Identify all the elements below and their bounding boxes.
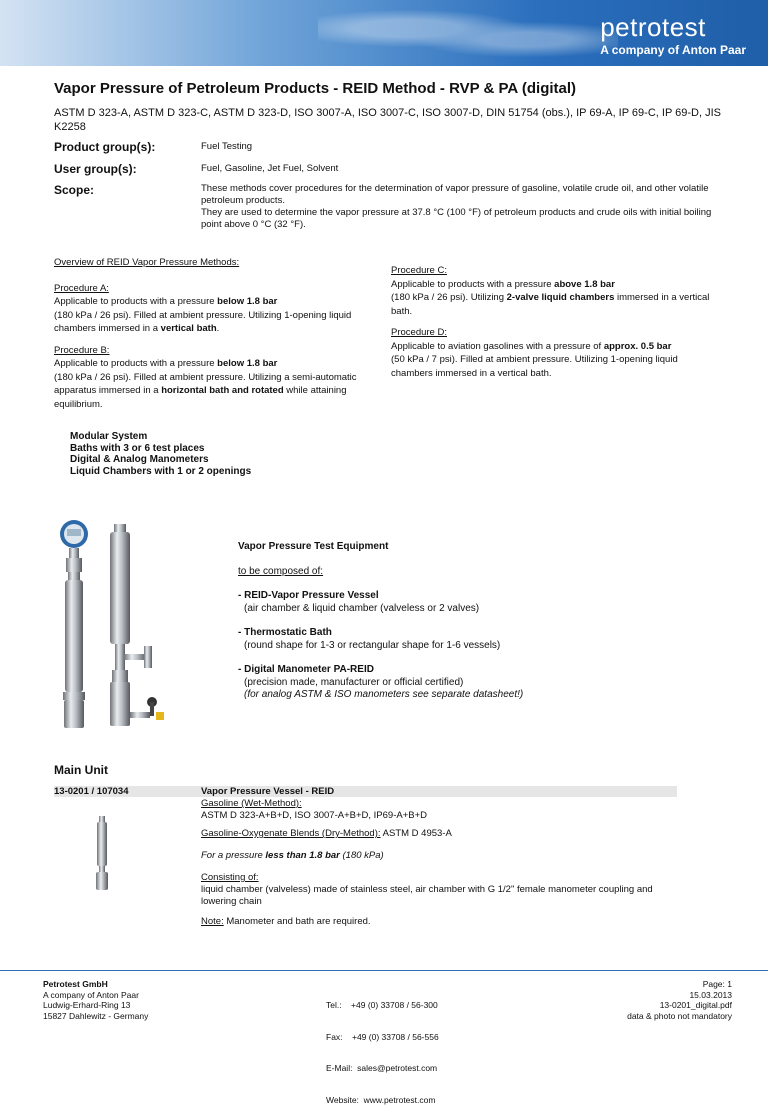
procedure-a-text: Applicable to products with a pressure below 1.8 bar (180 kPa / 26 psi). Filled at ambient pressure. Utilizing 1-opening liquid chambers immersed in a vertical bath.: [54, 296, 352, 334]
procedure-b-text: Applicable to products with a pressure below 1.8 bar (180 kPa / 26 psi). Filled at ambient pressure. Utilizing a semi-automatic apparatus immersed in a horizontal bath and rotated while attaining equilibrium.: [54, 358, 357, 410]
equipment-item-desc: (precision made, manufacturer or official certified): [244, 676, 464, 688]
footer-contact: [326, 979, 439, 1116]
vessel-photo: [92, 816, 112, 892]
footer-date: 15.03.2013: [689, 989, 732, 1000]
liquid-chamber-right: [110, 682, 130, 726]
footer-meta: [627, 979, 732, 1021]
footer-tel: Tel.: +49 (0) 33708 / 56-300: [326, 1000, 438, 1010]
user-group-label: User group(s):: [54, 162, 137, 176]
feature-item: Digital & Analog Manometers: [70, 454, 209, 465]
scope-text: [201, 183, 721, 231]
air-chamber-right: [110, 532, 130, 644]
gasoline-standards: ASTM D 323-A+B+D, ISO 3007-A+B+D, IP69-A+B+D: [201, 810, 427, 821]
equipment-title: Vapor Pressure Test Equipment: [238, 541, 389, 552]
footer-address: [43, 979, 148, 1021]
equipment-item-desc: (round shape for 1-3 or rectangular shape for 1-6 vessels): [244, 639, 501, 651]
product-group-label: Product group(s):: [54, 140, 156, 154]
brand-name-rest: test: [661, 12, 706, 42]
brand-logo: [600, 14, 746, 57]
equipment-section: [238, 541, 568, 702]
equipment-item-title: - REID-Vapor Pressure Vessel: [238, 590, 379, 601]
scope-line-2: They are used to determine the vapor pressure at 37.8 °C (100 °F) of petroleum products and crude oils with initial boiling point above 0 °C (32 °F).: [201, 207, 712, 230]
consisting-text: liquid chamber (valveless) made of stainless steel, air chamber with G 1/2" female manometer coupling and lowering chain: [201, 884, 653, 907]
liquid-chamber-left: [64, 700, 84, 728]
valve-yellow: [156, 712, 164, 720]
consisting-label: Consisting of:: [201, 872, 259, 883]
footer-file: 13-0201_digital.pdf: [659, 1000, 732, 1010]
footer-email[interactable]: E-Mail: sales@petrotest.com: [326, 1063, 438, 1073]
procedure-c-text: Applicable to products with a pressure above 1.8 bar (180 kPa / 26 psi). Utilizing 2-valve liquid chambers immersed in a vertical bath.: [391, 278, 710, 317]
product-code: 13-0201 / 107034: [54, 786, 129, 797]
footer-street: Ludwig-Erhard-Ring 13: [43, 1000, 131, 1010]
footer-company: Petrotest GmbH: [43, 979, 108, 989]
equipment-composed: to be composed of:: [238, 565, 324, 577]
equipment-photo: [52, 516, 182, 736]
overview-left: [54, 256, 359, 411]
equipment-item-title: - Thermostatic Bath: [238, 627, 332, 638]
standards-list: ASTM D 323-A, ASTM D 323-C, ASTM D 323-D, ISO 3007-A, ISO 3007-C, ISO 3007-D, DIN 51754 (obs.), IP 69-A, IP 69-C, IP 69-D, JIS K2258: [54, 107, 721, 133]
procedure-c-title: Procedure C:: [391, 265, 447, 276]
equipment-item-note: (for analog ASTM & ISO manometers see separate datasheet!): [244, 689, 524, 700]
brand-name-bold: petro: [600, 12, 662, 42]
gasoline-label: Gasoline (Wet-Method):: [201, 798, 302, 809]
footer-fax: Fax: +49 (0) 33708 / 56-556: [326, 1031, 439, 1042]
air-chamber-left: [65, 580, 83, 692]
user-group-value: Fuel, Gasoline, Jet Fuel, Solvent: [201, 163, 339, 174]
vessel-name: Vapor Pressure Vessel - REID: [201, 786, 335, 797]
feature-list: [70, 431, 251, 477]
procedure-d-text: Applicable to aviation gasolines with a pressure of approx. 0.5 bar (50 kPa / 7 psi). Filled at ambient pressure. Utilizing 1-opening liquid chambers immersed in a vertical bath.: [391, 340, 678, 379]
footer-city: 15827 Dahlewitz - Germany: [43, 1010, 149, 1021]
page-title: Vapor Pressure of Petroleum Products - REID Method - RVP & PA (digital): [54, 80, 577, 97]
footer-page: Page: 1: [702, 979, 732, 989]
overview-right: [391, 264, 716, 380]
footer-website[interactable]: Website: www.petrotest.com: [326, 1094, 436, 1105]
footer-disclaimer: data & photo not mandatory: [627, 1010, 732, 1021]
oxygenate-line: Gasoline-Oxygenate Blends (Dry-Method): ASTM D 4953-A: [201, 828, 452, 839]
product-group-value: Fuel Testing: [201, 141, 253, 152]
feature-item: Liquid Chambers with 1 or 2 openings: [70, 465, 252, 477]
brand-subtitle: A company of Anton Paar: [600, 43, 746, 57]
footer-company-sub: A company of Anton Paar: [43, 989, 139, 1000]
scope-line-1: These methods cover procedures for the determination of vapor pressure of gasoline, volatile crude oil, and other volatile petroleum products.: [201, 183, 709, 206]
procedure-a-title: Procedure A:: [54, 282, 109, 294]
footer-divider: [0, 970, 768, 971]
vessel-details: [201, 786, 681, 928]
equipment-item-desc: (air chamber & liquid chamber (valveless or 2 valves): [244, 602, 480, 614]
procedure-b-title: Procedure B:: [54, 344, 110, 356]
world-map-graphic: [318, 6, 618, 62]
header-banner: [0, 0, 768, 66]
equipment-item-title: - Digital Manometer PA-REID: [238, 664, 374, 675]
procedure-d-title: Procedure D:: [391, 327, 447, 338]
note-line: Note: Manometer and bath are required.: [201, 916, 371, 927]
feature-item: Modular System: [70, 431, 148, 442]
pressure-line: For a pressure less than 1.8 bar (180 kPa): [201, 850, 384, 861]
overview-heading: Overview of REID Vapor Pressure Methods:: [54, 257, 240, 268]
scope-label: Scope:: [54, 183, 95, 197]
main-unit-heading: Main Unit: [54, 763, 108, 777]
feature-item: Baths with 3 or 6 test places: [70, 442, 205, 454]
